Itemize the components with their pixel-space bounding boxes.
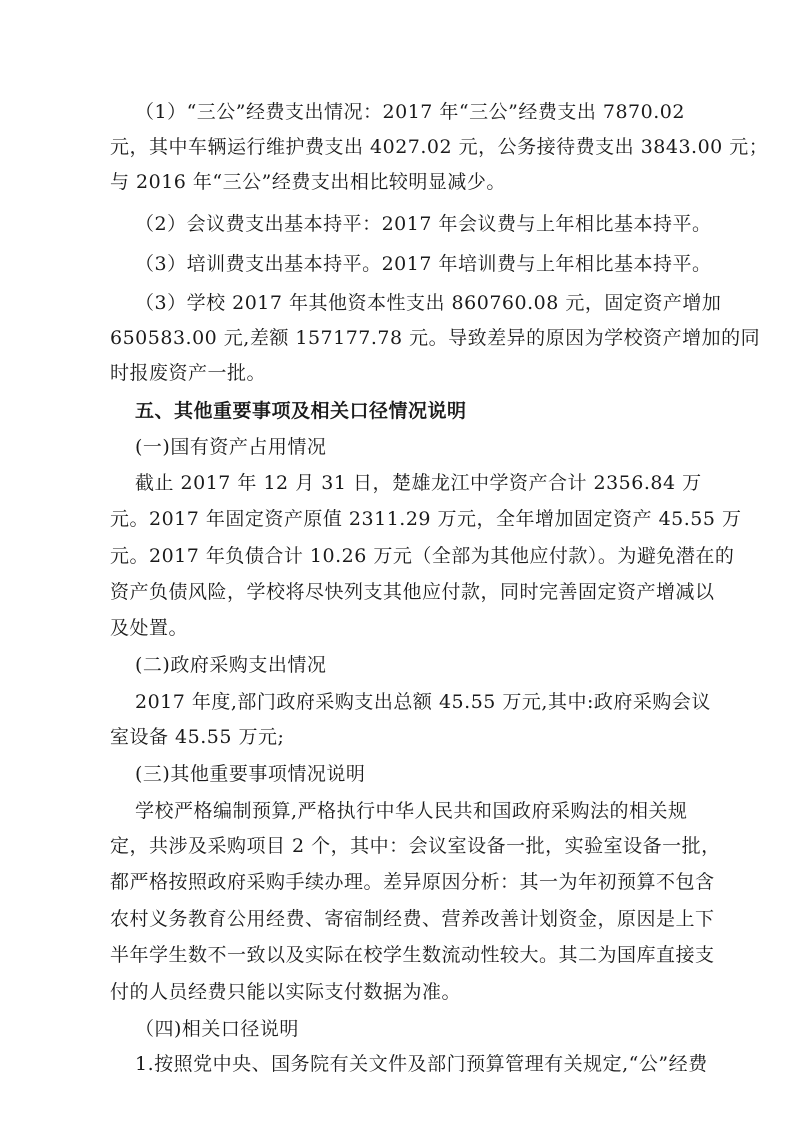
text-line: 付的人员经费只能以实际支付数据为准。 <box>110 981 462 1003</box>
text-line: 及处置。 <box>110 617 189 639</box>
text-line: 截止 2017 年 12 月 31 日，楚雄龙江中学资产合计 2356.84 万 <box>135 472 702 494</box>
text-line: 元。2017 年负债合计 10.26 万元（全部为其他应付款）。为避免潜在的 <box>110 545 735 567</box>
text-line: （3）培训费支出基本持平。2017 年培训费与上年相比基本持平。 <box>135 253 712 275</box>
text-line: 与 2016 年“三公”经费支出相比较明显减少。 <box>110 171 506 193</box>
text-line: 半年学生数不一致以及实际在校学生数流动性较大。其二为国库直接支 <box>110 944 715 966</box>
text-line: 元，其中车辆运行维护费支出 4027.02 元，公务接待费支出 3843.00 元； <box>110 136 769 158</box>
subsection-heading: (二)政府采购支出情况 <box>135 654 327 676</box>
text-line: 定，共涉及采购项目 2 个，其中：会议室设备一批，实验室设备一批， <box>110 835 721 857</box>
subsection-heading: (三)其他重要事项情况说明 <box>135 763 366 785</box>
text-line: 1.按照党中央、国务院有关文件及部门预算管理有关规定,“公”经费 <box>135 1053 708 1075</box>
text-line: 农村义务教育公用经费、寄宿制经费、营养改善计划资金，原因是上下 <box>110 908 715 930</box>
text-line: 2017 年度,部门政府采购支出总额 45.55 万元,其中:政府采购会议 <box>135 691 711 713</box>
text-line: 室设备 45.55 万元; <box>110 726 285 748</box>
section-heading: 五、其他重要事项及相关口径情况说明 <box>135 400 467 422</box>
subsection-heading: (一)国有资产占用情况 <box>135 436 327 458</box>
text-line: 资产负债风险，学校将尽快列支其他应付款，同时完善固定资产增减以 <box>110 581 715 603</box>
text-line: 650583.00 元,差额 157177.78 元。导致差异的原因为学校资产增加的同 <box>110 327 761 349</box>
text-line: 学校严格编制预算,严格执行中华人民共和国政府采购法的相关规 <box>135 800 688 822</box>
text-line: （2）会议费支出基本持平：2017 年会议费与上年相比基本持平。 <box>135 213 712 235</box>
text-line: 时报废资产一批。 <box>110 362 267 384</box>
text-line: 都严格按照政府采购手续办理。差异原因分析：其一为年初预算不包含 <box>110 871 715 893</box>
text-line: 元。2017 年固定资产原值 2311.29 万元，全年增加固定资产 45.55 万 <box>110 508 742 530</box>
subsection-heading: （四)相关口径说明 <box>135 1018 299 1040</box>
text-line: （3）学校 2017 年其他资本性支出 860760.08 元，固定资产增加 <box>135 292 722 314</box>
text-line: （1）“三公”经费支出情况：2017 年“三公”经费支出 7870.02 <box>135 101 685 123</box>
